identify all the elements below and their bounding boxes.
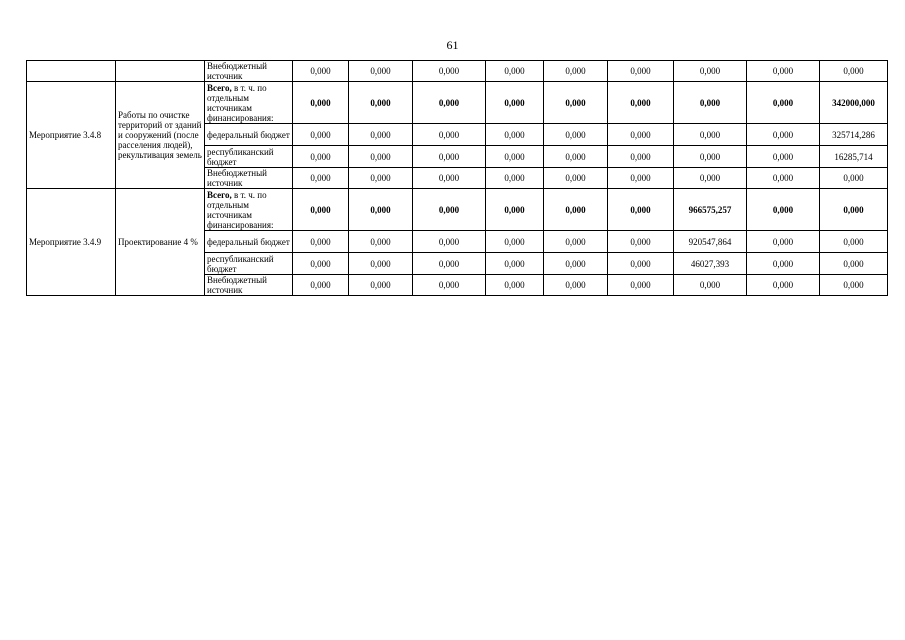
value-cell: 0,000 xyxy=(820,231,888,253)
value-cell: 0,000 xyxy=(747,61,820,82)
funding-source-cell: республиканский бюджет xyxy=(205,253,293,275)
table-row xyxy=(27,189,888,231)
total-label-rest: в т. ч. по отдельным источникам финансирования: xyxy=(207,82,274,123)
value-cell: 0,000 xyxy=(293,124,349,146)
value-cell: 0,000 xyxy=(608,189,674,231)
value-cell: 0,000 xyxy=(544,146,608,168)
budget-table xyxy=(26,60,888,296)
funding-source-cell xyxy=(205,82,293,124)
value-cell: 0,000 xyxy=(747,189,820,231)
value-cell: 0,000 xyxy=(820,168,888,189)
value-cell: 46027,393 xyxy=(674,253,747,275)
value-cell: 16285,714 xyxy=(820,146,888,168)
value-cell: 0,000 xyxy=(293,146,349,168)
value-cell: 0,000 xyxy=(486,124,544,146)
value-cell: 0,000 xyxy=(293,189,349,231)
value-cell: 0,000 xyxy=(486,253,544,275)
value-cell: 920547,864 xyxy=(674,231,747,253)
value-cell: 0,000 xyxy=(413,82,486,124)
value-cell: 0,000 xyxy=(486,61,544,82)
funding-source-cell: Внебюджетный источник xyxy=(205,61,293,82)
value-cell: 0,000 xyxy=(486,146,544,168)
total-label-rest: в т. ч. по отдельным источникам финансирования: xyxy=(207,189,274,230)
value-cell: 0,000 xyxy=(820,189,888,231)
value-cell: 0,000 xyxy=(674,82,747,124)
funding-source-cell: федеральный бюджет xyxy=(205,231,293,253)
value-cell: 0,000 xyxy=(544,253,608,275)
value-cell: 0,000 xyxy=(293,82,349,124)
description-cell xyxy=(116,61,205,82)
table-row xyxy=(27,82,888,124)
value-cell: 0,000 xyxy=(349,231,413,253)
value-cell: 0,000 xyxy=(608,231,674,253)
value-cell: 0,000 xyxy=(674,124,747,146)
value-cell: 0,000 xyxy=(544,61,608,82)
description-cell: Проектирование 4 % xyxy=(116,189,205,296)
value-cell: 0,000 xyxy=(349,61,413,82)
value-cell: 0,000 xyxy=(608,82,674,124)
value-cell: 342000,000 xyxy=(820,82,888,124)
value-cell: 0,000 xyxy=(747,168,820,189)
value-cell: 0,000 xyxy=(486,189,544,231)
value-cell: 0,000 xyxy=(486,275,544,296)
funding-source-cell: республиканский бюджет xyxy=(205,146,293,168)
value-cell: 0,000 xyxy=(486,231,544,253)
value-cell: 0,000 xyxy=(747,275,820,296)
value-cell: 0,000 xyxy=(608,168,674,189)
value-cell: 0,000 xyxy=(820,275,888,296)
value-cell: 0,000 xyxy=(544,189,608,231)
value-cell: 0,000 xyxy=(349,189,413,231)
value-cell: 0,000 xyxy=(349,124,413,146)
value-cell: 0,000 xyxy=(413,275,486,296)
value-cell: 0,000 xyxy=(747,82,820,124)
value-cell: 0,000 xyxy=(747,253,820,275)
value-cell: 0,000 xyxy=(820,253,888,275)
value-cell: 0,000 xyxy=(349,168,413,189)
value-cell: 0,000 xyxy=(293,253,349,275)
value-cell: 0,000 xyxy=(544,275,608,296)
value-cell: 0,000 xyxy=(293,168,349,189)
value-cell: 0,000 xyxy=(608,61,674,82)
value-cell: 0,000 xyxy=(486,82,544,124)
value-cell: 0,000 xyxy=(820,61,888,82)
value-cell: 0,000 xyxy=(674,61,747,82)
value-cell: 0,000 xyxy=(747,124,820,146)
funding-source-cell: Внебюджетный источник xyxy=(205,275,293,296)
value-cell: 0,000 xyxy=(413,146,486,168)
value-cell: 0,000 xyxy=(544,82,608,124)
value-cell: 0,000 xyxy=(293,231,349,253)
measure-name-cell xyxy=(27,61,116,82)
value-cell: 0,000 xyxy=(608,253,674,275)
value-cell: 0,000 xyxy=(747,146,820,168)
value-cell: 0,000 xyxy=(674,146,747,168)
value-cell: 0,000 xyxy=(747,231,820,253)
value-cell: 0,000 xyxy=(413,253,486,275)
value-cell: 0,000 xyxy=(349,253,413,275)
total-label: Всего, xyxy=(207,189,232,200)
table-row xyxy=(27,61,888,82)
value-cell: 0,000 xyxy=(413,61,486,82)
value-cell: 0,000 xyxy=(544,124,608,146)
value-cell: 966575,257 xyxy=(674,189,747,231)
value-cell: 0,000 xyxy=(544,168,608,189)
value-cell: 0,000 xyxy=(674,275,747,296)
funding-source-cell xyxy=(205,189,293,231)
value-cell: 0,000 xyxy=(608,275,674,296)
value-cell: 0,000 xyxy=(293,275,349,296)
funding-source-cell: федеральный бюджет xyxy=(205,124,293,146)
value-cell: 0,000 xyxy=(544,231,608,253)
measure-name-cell: Мероприятие 3.4.9 xyxy=(27,189,116,296)
page-number: 61 xyxy=(446,38,459,52)
value-cell: 0,000 xyxy=(349,82,413,124)
value-cell: 0,000 xyxy=(293,61,349,82)
measure-name-cell: Мероприятие 3.4.8 xyxy=(27,82,116,189)
value-cell: 325714,286 xyxy=(820,124,888,146)
funding-source-cell: Внебюджетный источник xyxy=(205,168,293,189)
value-cell: 0,000 xyxy=(674,168,747,189)
value-cell: 0,000 xyxy=(413,124,486,146)
value-cell: 0,000 xyxy=(349,146,413,168)
description-cell: Работы по очистке территорий от зданий и сооружений (после расселения людей), рекультивация земель xyxy=(116,82,205,189)
value-cell: 0,000 xyxy=(413,168,486,189)
value-cell: 0,000 xyxy=(349,275,413,296)
value-cell: 0,000 xyxy=(608,124,674,146)
value-cell: 0,000 xyxy=(608,146,674,168)
total-label: Всего, xyxy=(207,82,232,93)
value-cell: 0,000 xyxy=(413,189,486,231)
value-cell: 0,000 xyxy=(413,231,486,253)
value-cell: 0,000 xyxy=(486,168,544,189)
